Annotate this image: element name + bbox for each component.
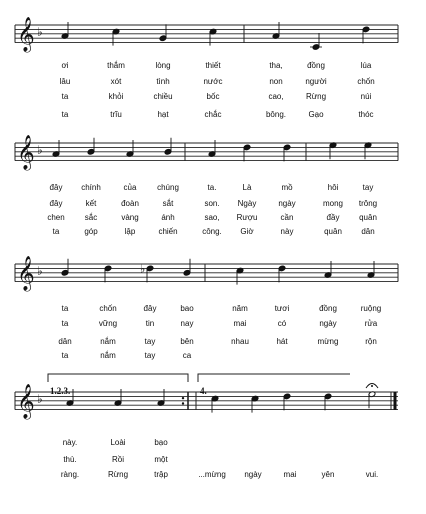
lyric-syllable: cao, [268,92,284,101]
lyric-syllable: chúng [157,183,179,192]
svg-text:♭: ♭ [37,264,43,278]
lyric-syllable: ngày [278,199,296,208]
svg-text:𝄞: 𝄞 [17,384,35,419]
lyric-syllable: trông [358,199,378,208]
lyric-syllable: thiết [205,61,221,70]
lyric-syllable: lâu [59,77,71,86]
lyric-syllable: ánh [161,213,175,222]
lyric-syllable: của [123,183,137,192]
lyric-syllable: kết [85,199,97,208]
note [243,144,251,161]
lyric-syllable: Gạo [308,110,324,119]
note [278,265,286,282]
lyric-syllable: đây [143,304,157,313]
lyric-syllable: xót [110,77,122,86]
lyric-syllable: đồng [307,61,325,70]
lyric-syllable: chiều [153,92,173,101]
note [324,393,332,410]
lyric-syllable: bên [180,337,194,346]
lyric-syllable: vững [98,319,118,328]
lyric-syllable: đoàn [121,199,139,208]
lyric-syllable: rộn [365,337,377,346]
lyric-syllable: ta [61,92,69,101]
lyric-syllable: lòng [155,61,171,70]
lyric-syllable: Rừng [107,470,129,479]
lyric-syllable: năm [232,304,248,313]
flat-accidental-icon: ♭ [140,262,146,276]
note [159,24,167,41]
lyric-syllable: chắc [204,110,222,119]
lyric-syllable: chính [81,183,101,192]
note [87,138,95,155]
lyric-syllable: ngày [319,319,337,328]
key-signature-flat-icon [37,25,43,39]
lyric-syllable: đây [49,183,63,192]
lyric-syllable: người [305,77,327,86]
lyric-syllable: mai [283,470,297,479]
lyric-syllable: góp [84,227,98,236]
note [283,393,291,410]
lyric-syllable: non [269,77,283,86]
lyric-syllable: mừng [317,337,339,346]
lyric-syllable: Loài [110,438,126,447]
lyric-syllable: ta [61,110,69,119]
repeat-dot [182,397,184,399]
svg-text:♭: ♭ [37,143,43,157]
treble-clef-icon [17,135,35,171]
lyric-syllable: hôi [327,183,339,192]
lyric-syllable: này [280,227,294,236]
lyric-syllable: dân [361,227,375,236]
lyric-syllable: đầy [326,213,340,222]
lyric-syllable: có [277,319,287,328]
lyric-syllable: chen [47,213,65,222]
svg-text:♭: ♭ [37,25,43,39]
lyric-syllable: nước [203,77,223,86]
lyric-syllable: công. [202,227,222,236]
lyric-syllable: đây [49,199,63,208]
lyric-syllable: Rượu [236,213,258,222]
lyric-syllable: ruộng [360,304,382,313]
svg-text:𝄞: 𝄞 [17,135,35,170]
lyric-syllable: ta [61,304,69,313]
note [61,259,69,276]
note [362,26,370,43]
lyric-syllable: bông. [265,110,287,119]
lyric-syllable: thắm [107,61,125,70]
note [164,138,172,155]
note [283,144,291,161]
lyric-syllable: nắm [100,337,116,346]
lyric-syllable: chốn [357,77,375,86]
second-ending-label: 4. [200,386,207,396]
lyric-syllable: vui. [365,470,379,479]
lyric-syllable: bao [180,304,194,313]
lyric-syllable: sao, [204,213,220,222]
note [366,384,378,409]
lyric-syllable: ta [61,319,69,328]
lyric-syllable: Là [242,183,252,192]
lyric-syllable: Rừng [305,92,327,101]
lyric-syllable: bạo [154,438,168,447]
first-ending-bracket [48,374,188,382]
lyric-syllable: khỏi [108,92,124,101]
lyric-syllable: nay [180,319,194,328]
svg-text:𝄞: 𝄞 [17,256,35,291]
svg-text:♭: ♭ [37,392,43,406]
second-ending-bracket [198,374,350,382]
lyric-syllable: yên [321,470,335,479]
lyric-syllable: ta. [207,183,217,192]
key-signature-flat-icon [37,143,43,157]
lyric-syllable: trĩu [110,110,122,119]
lyric-syllable: mai [233,319,247,328]
staff-system-2 [15,138,398,162]
lyric-syllable: quân [324,227,342,236]
note [183,259,191,276]
svg-text:𝄞: 𝄞 [17,17,35,52]
note [104,265,112,282]
lyric-syllable: ơi [61,61,69,70]
lyric-syllable: hạt [157,110,169,119]
lyric-syllable: thóc [358,110,374,119]
lyric-syllable: nhau [231,337,249,346]
lyric-syllable: tay [362,183,374,192]
lyric-syllable: ta [52,227,60,236]
lyric-syllable: lập [124,227,136,236]
lyric-syllable: tình [156,77,170,86]
lyric-syllable: một [154,455,168,464]
treble-clef-icon [17,256,35,292]
lyric-syllable: lúa [360,61,372,70]
lyric-syllable: dân [58,337,72,346]
lyric-syllable: sắt [162,199,174,208]
lyric-syllable: vàng [121,213,139,222]
staff-system-1 [15,22,398,50]
lyric-syllable: rửa [364,319,378,328]
lyric-syllable: son. [204,199,220,208]
treble-clef-icon [17,384,35,420]
lyric-syllable: Giờ [240,227,254,236]
staff-system-3 [15,259,398,285]
lyric-syllable: Ngày [237,199,257,208]
lyric-syllable: tươi [274,304,290,313]
treble-clef-icon [17,17,35,53]
lyric-syllable: tay [144,351,156,360]
lyric-syllable: quân [359,213,377,222]
lyric-syllable: tay [144,337,156,346]
lyric-syllable: trập [154,470,168,479]
key-signature-flat-icon [37,392,43,406]
lyric-syllable: ngày [244,470,262,479]
lyric-syllable: đồng [319,304,337,313]
lyric-syllable: núi [360,92,372,101]
repeat-dot [182,402,184,404]
lyric-syllable: nắm [100,351,116,360]
lyric-syllable: ràng. [60,470,80,479]
lyric-syllable: ...mừng [198,470,226,479]
lyric-syllable: mong [322,199,344,208]
fermata-dot [371,385,373,387]
lyric-syllable: bốc [206,92,220,101]
key-signature-flat-icon [37,264,43,278]
lyric-syllable: hát [276,337,288,346]
lyric-syllable: này. [62,438,78,447]
lyric-syllable: thù. [63,455,77,464]
lyric-syllable: sắc [84,213,98,222]
lyric-syllable: chốn [99,304,117,313]
lyric-syllable: ca [182,351,192,360]
lyric-syllable: ta [61,351,69,360]
lyric-syllable: cần [280,213,294,222]
note [310,33,322,50]
lyric-syllable: chiến [158,227,178,236]
lyric-syllable: tha, [269,61,283,70]
first-ending-label: 1.2.3. [50,386,71,396]
lyric-syllable: mồ [281,183,293,192]
lyric-syllable: tin [145,319,155,328]
lyric-syllable: Rồi [111,455,125,464]
